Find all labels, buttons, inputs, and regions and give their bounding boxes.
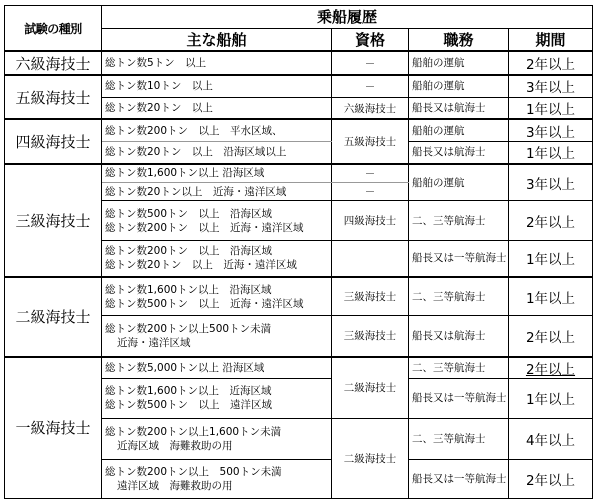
sea-history-header: 乗船履歴: [102, 6, 593, 29]
period-cell: 2年以上: [509, 201, 593, 240]
ship-line: 総トン数200トン以上500トン未満: [105, 322, 272, 335]
ship-line: 総トン数200トン 以上 近海・遠洋区域: [105, 221, 304, 234]
ship-cell: 総トン数200トン 以上 平水区域、: [102, 119, 332, 141]
ship-cell: 総トン数10トン 以上: [102, 75, 332, 97]
ship-cell: [102, 418, 332, 459]
ship-cell: 総トン数5,000トン以上 沿海区域: [102, 357, 332, 379]
ship-cell: [102, 315, 332, 356]
period-header: 期間: [509, 28, 593, 51]
grade-1: 一級海技士: [5, 357, 102, 499]
grade-4: 四級海技士: [5, 119, 102, 163]
qualification-cell: －: [332, 182, 409, 201]
ship-cell: [102, 201, 332, 240]
duty-cell: 船舶の運航: [409, 119, 509, 141]
duty-cell: 船長又は一等航海士: [409, 379, 509, 418]
period-cell: 1年以上: [509, 142, 593, 164]
duty-cell: 船長又は一等航海士: [409, 459, 509, 498]
grade-3: 三級海技士: [5, 164, 102, 277]
qualification-cell: 三級海技士: [332, 277, 409, 315]
ship-cell: 総トン数5トン 以上: [102, 51, 332, 75]
exam-kind-header: 試験の種別: [5, 6, 102, 52]
period-cell: 2年以上: [509, 51, 593, 75]
ship-cell: [102, 459, 332, 498]
ship-line: 近海・遠洋区域: [117, 336, 191, 349]
duty-header: 職務: [409, 28, 509, 51]
ship-line: 総トン数1,600トン以上 近海区域: [105, 385, 272, 398]
duty-cell: 船舶の運航: [409, 164, 509, 201]
ship-line: 遠洋区域 海難救助の用: [117, 479, 233, 492]
qualification-cell: －: [332, 164, 409, 183]
ship-cell: 総トン数1,600トン以上 沿海区域: [102, 164, 332, 183]
duty-cell: 二、三等航海士: [409, 357, 509, 379]
period-cell: 2年以上: [509, 459, 593, 498]
period-cell: 1年以上: [509, 379, 593, 418]
qualification-cell: －: [332, 75, 409, 97]
ship-line: 近海区域 海難救助の用: [117, 439, 233, 452]
duty-cell: 二、三等航海士: [409, 418, 509, 459]
ship-cell: [102, 240, 332, 277]
ship-line: 総トン数500トン 以上 近海・遠洋区域: [105, 297, 304, 310]
period-cell: 3年以上: [509, 164, 593, 201]
grade-6: 六級海技士: [5, 51, 102, 75]
period-cell: 1年以上: [509, 97, 593, 119]
duty-cell: 船長又は航海士: [409, 315, 509, 356]
duty-cell: 船舶の運航: [409, 75, 509, 97]
duty-cell: 船長又は航海士: [409, 142, 509, 164]
grade-5: 五級海技士: [5, 75, 102, 119]
ship-line: 総トン数200トン 以上 沿海区域: [105, 245, 273, 258]
duty-cell: 船舶の運航: [409, 51, 509, 75]
sea-service-history-table: [4, 5, 593, 499]
qualification-cell: －: [332, 51, 409, 75]
duty-cell: 二、三等航海士: [409, 201, 509, 240]
ship-cell: [102, 277, 332, 315]
qualification-cell: 四級海技士: [332, 201, 409, 240]
ship-line: 総トン数200トン以上1,600トン未満: [105, 425, 282, 438]
duty-cell: 船長又は一等航海士: [409, 240, 509, 277]
ship-line: 総トン数200トン以上 500トン未満: [105, 465, 282, 478]
duty-cell: 二、三等航海士: [409, 277, 509, 315]
ship-line: 総トン数20トン 以上 近海・遠洋区域: [105, 259, 297, 272]
period-cell: 1年以上: [509, 240, 593, 277]
grade-2: 二級海技士: [5, 277, 102, 356]
period-cell: 3年以上: [509, 119, 593, 141]
ship-cell: 総トン数20トン 以上: [102, 97, 332, 119]
qualification-cell: 二級海技士: [332, 418, 409, 499]
period-cell: 3年以上: [509, 75, 593, 97]
period-cell: 1年以上: [509, 277, 593, 315]
qualification-cell: 六級海技士: [332, 97, 409, 119]
qualification-cell: [332, 240, 409, 277]
ship-line: 総トン数500トン 以上 沿海区域: [105, 207, 273, 220]
qualification-cell: 三級海技士: [332, 315, 409, 356]
ship-cell: 総トン数20トン 以上 沿海区域以上: [102, 142, 332, 164]
main-ship-header: 主な船舶: [102, 28, 332, 51]
ship-line: 総トン数500トン 以上 遠洋区域: [105, 399, 273, 412]
period-cell: 4年以上: [509, 418, 593, 459]
qualification-cell: 二級海技士: [332, 357, 409, 418]
period-cell: 2年以上: [509, 357, 593, 379]
ship-line: 総トン数1,600トン以上 沿海区域: [105, 283, 272, 296]
period-cell: 2年以上: [509, 315, 593, 356]
duty-cell: 船長又は航海士: [409, 97, 509, 119]
qualification-header: 資格: [332, 28, 409, 51]
ship-cell: [102, 379, 332, 418]
qualification-cell: 五級海技士: [332, 119, 409, 163]
ship-cell: 総トン数20トン以上 近海・遠洋区域: [102, 182, 332, 201]
